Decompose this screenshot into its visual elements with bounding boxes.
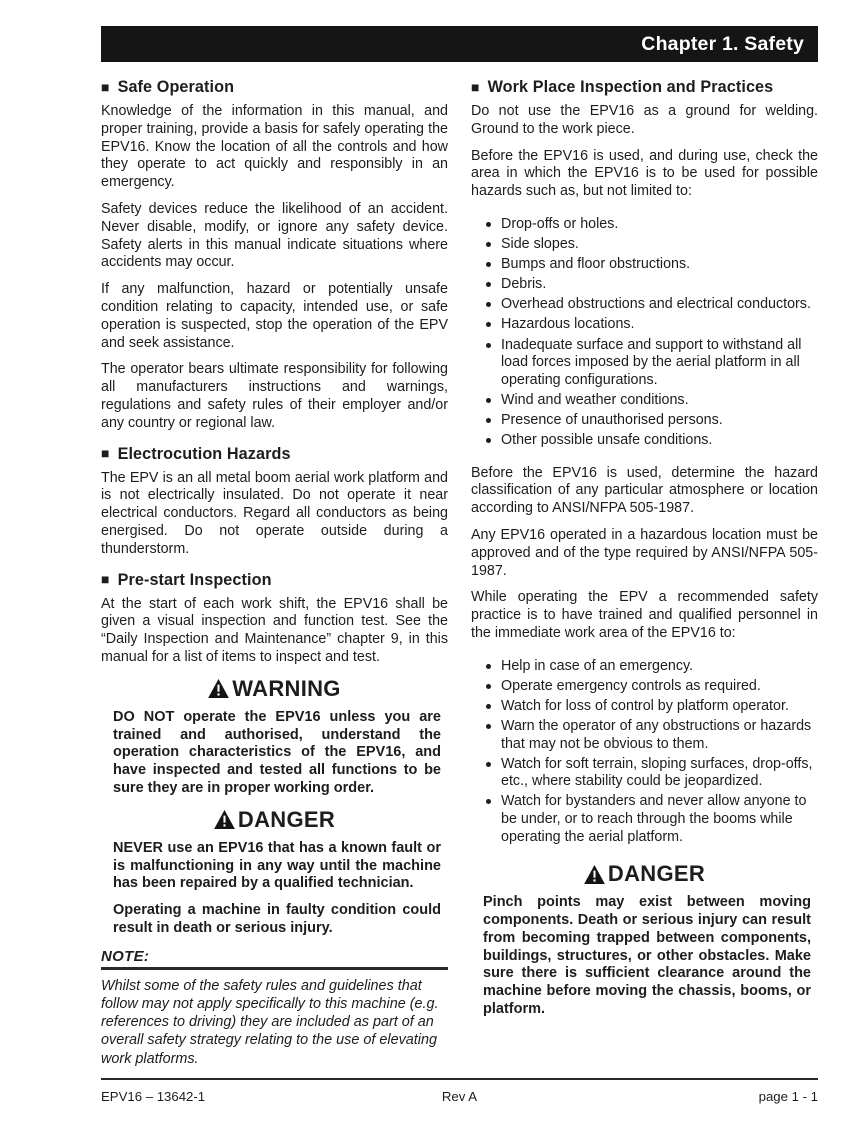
danger-title: DANGER xyxy=(607,861,706,887)
list-item-text: Wind and weather conditions. xyxy=(501,391,689,408)
bullet-icon xyxy=(486,398,491,403)
bullet-icon xyxy=(486,724,491,729)
paragraph: The operator bears ultimate responsibility for following all manufacturers instructions and warnings, regulations and safety rules of their employer and/or any country or regional law. xyxy=(101,361,448,431)
warning-title: WARNING xyxy=(232,675,341,701)
note-label: NOTE: xyxy=(101,948,448,970)
section-heading xyxy=(471,78,818,97)
danger-heading xyxy=(101,807,448,833)
list-item-text: Operate emergency controls as required. xyxy=(501,677,761,694)
paragraph: While operating the EPV a recommended safety practice is to have trained and qualified personnel in the immediate work area of the EPV16 to: xyxy=(471,589,818,641)
section-heading-label: Work Place Inspection and Practices xyxy=(487,78,774,96)
list-item-text: Inadequate surface and support to withstand all load forces imposed by the aerial platform in all operating configurations. xyxy=(501,336,802,388)
list-item xyxy=(486,316,818,334)
list-item xyxy=(486,216,818,234)
list-item xyxy=(486,432,818,450)
list-item-text: Watch for soft terrain, sloping surfaces, drop-offs, etc., where stability could be jeopardized. xyxy=(501,755,813,790)
right-column xyxy=(471,76,818,1068)
list-item-text: Warn the operator of any obstructions or hazards that may not be obvious to them. xyxy=(501,718,812,752)
list-item xyxy=(486,392,818,410)
alert-paragraph: NEVER use an EPV16 that has a known fault or is malfunctioning in any way until the machine has been repaired by a qualified technician. xyxy=(113,839,441,892)
list-item xyxy=(486,793,818,846)
list-item xyxy=(486,678,818,696)
section-heading-label: Safe Operation xyxy=(117,78,235,96)
paragraph: Any EPV16 operated in a hazardous location must be approved and of the type required by ANSI/NFPA 505-1987. xyxy=(471,527,818,579)
bullet-icon xyxy=(486,242,491,247)
list-item-text: Help in case of an emergency. xyxy=(501,657,694,674)
list-item-text: Presence of unauthorised persons. xyxy=(501,411,723,428)
page-footer xyxy=(101,1089,818,1104)
footer-page-number: page 1 - 1 xyxy=(758,1089,818,1104)
list-item xyxy=(486,276,818,294)
list-item-text: Other possible unsafe conditions. xyxy=(501,432,713,449)
bullet-icon xyxy=(486,799,491,804)
square-marker-icon: ■ xyxy=(101,571,110,588)
footer-doc-number: EPV16 – 13642-1 xyxy=(101,1089,206,1104)
list-item-text: Drop-offs or holes. xyxy=(501,215,619,232)
alert-paragraph: Pinch points may exist between moving components. Death or serious injury can result from becoming trapped between components, buildings, structures, or other obstacles. Make sure there is sufficient clearance around the machine before moving the chassis, booms, or platform. xyxy=(483,894,811,1017)
list-item-text: Side slopes. xyxy=(501,236,579,253)
paragraph: Before the EPV16 is used, and during use, check the area in which the EPV16 is to be used for possible hazards such as, but not limited to: xyxy=(471,147,818,200)
footer-revision: Rev A xyxy=(441,1089,478,1104)
bullet-icon xyxy=(486,282,491,287)
list-item-text: Debris. xyxy=(501,276,547,293)
bullet-icon xyxy=(486,418,491,423)
bullet-icon xyxy=(486,762,491,767)
alert-paragraph: Operating a machine in faulty condition could result in death or serious injury. xyxy=(113,902,441,936)
paragraph: Before the EPV16 is used, determine the hazard classification of any particular atmosphere or location according to ANSI/NFPA 505-1987. xyxy=(471,464,818,517)
footer-divider xyxy=(101,1078,818,1080)
list-item-text: Overhead obstructions and electrical conductors. xyxy=(501,296,811,313)
content-columns xyxy=(101,76,818,1068)
bullet-icon xyxy=(486,302,491,307)
list-item xyxy=(486,756,818,791)
section-heading-label: Pre-start Inspection xyxy=(117,570,272,589)
paragraph: Safety devices reduce the likelihood of an accident. Never disable, modify, or ignore any safety device. Safety alerts in this manual indicate situations where accidents may occur. xyxy=(101,200,448,271)
list-item xyxy=(486,296,818,314)
square-marker-icon: ■ xyxy=(101,78,110,95)
bullet-icon xyxy=(486,684,491,689)
note-block xyxy=(101,948,448,1068)
paragraph: If any malfunction, hazard or potentially unsafe condition relating to capacity, intended use, or safe operation is suspected, stop the operation of the EPV and seek assistance. xyxy=(101,281,448,351)
bullet-icon xyxy=(486,704,491,709)
warning-triangle-icon xyxy=(208,679,229,698)
warning-heading xyxy=(101,676,448,702)
list-item-text: Bumps and floor obstructions. xyxy=(501,256,691,273)
section-heading xyxy=(101,78,448,97)
chapter-title: Chapter 1. Safety xyxy=(641,32,804,55)
bullet-icon xyxy=(486,664,491,669)
paragraph: The EPV is an all metal boom aerial work platform and is not electrically insulated. Do not operate it near electrical conductors. Regard all conductors as being energised. Do not operate outside during a thunderstorm. xyxy=(101,469,448,557)
section-heading-label: Electrocution Hazards xyxy=(117,444,291,463)
list-item-text: Hazardous locations. xyxy=(501,316,635,333)
section-heading xyxy=(101,571,448,590)
list-item xyxy=(486,698,818,716)
danger-heading xyxy=(471,861,818,887)
bullet-list xyxy=(471,658,818,846)
chapter-header xyxy=(101,26,818,62)
warning-triangle-icon xyxy=(584,865,605,884)
left-column xyxy=(101,76,448,1068)
square-marker-icon: ■ xyxy=(471,78,480,95)
list-item xyxy=(486,236,818,254)
danger-title: DANGER xyxy=(237,806,336,832)
square-marker-icon: ■ xyxy=(101,445,110,462)
bullet-list xyxy=(471,216,818,450)
list-item xyxy=(486,256,818,274)
list-item xyxy=(486,658,818,676)
bullet-icon xyxy=(486,222,491,227)
paragraph: Knowledge of the information in this manual, and proper training, provide a basis for safely operating the EPV16. Know the location of all the controls and how they operate to act quickly and responsibly in an emergency. xyxy=(101,103,448,191)
warning-triangle-icon xyxy=(214,810,235,829)
bullet-icon xyxy=(486,343,491,348)
bullet-icon xyxy=(486,438,491,443)
paragraph: At the start of each work shift, the EPV16 shall be given a visual inspection and function test. See the “Daily Inspection and Maintenance” chapter 9, in this manual for a list of items to inspect and test. xyxy=(101,595,448,665)
list-item xyxy=(486,412,818,430)
list-item-text: Watch for loss of control by platform operator. xyxy=(501,697,789,714)
section-heading xyxy=(101,445,448,464)
bullet-icon xyxy=(486,262,491,267)
note-text: Whilst some of the safety rules and guidelines that follow may not apply specifically to this machine (e.g. references to driving) they are included as part of an overall safety strategy relating to the use of elevating work platforms. xyxy=(101,977,439,1067)
list-item xyxy=(486,718,818,753)
alert-paragraph: DO NOT operate the EPV16 unless you are trained and authorised, understand the operation characteristics of the EPV16, and have inspected and tested all functions to be sure they are in proper working order. xyxy=(113,708,441,796)
bullet-icon xyxy=(486,322,491,327)
paragraph: Do not use the EPV16 as a ground for welding. Ground to the work piece. xyxy=(471,103,818,137)
list-item-text: Watch for bystanders and never allow anyone to be under, or to reach through the booms while operating the aerial platform. xyxy=(501,793,807,845)
list-item xyxy=(486,337,818,390)
